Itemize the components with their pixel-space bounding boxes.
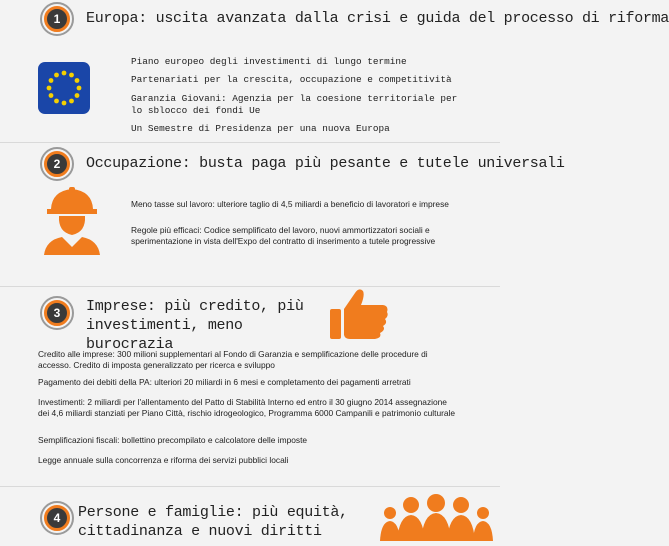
section-3 <box>0 287 500 487</box>
section-2 <box>0 143 565 286</box>
list-item: Piano europeo degli investimenti di lungo termine <box>131 56 407 67</box>
eu-flag-icon <box>38 62 90 114</box>
thumbs-up-icon <box>328 287 390 343</box>
section-number-badge: 1 <box>44 6 70 32</box>
list-item: Garanzia Giovani: Agenzia per la coesione territoriale per lo sblocco dei fondi Ue <box>131 93 458 116</box>
section-title: Occupazione: busta paga più pesante e tutele universali <box>86 155 565 172</box>
list-item: Semplificazioni fiscali: bollettino precompilato e calcolatore delle imposte <box>38 435 308 445</box>
list-item: Regole più efficaci: Codice semplificato del lavoro, nuovi ammortizzatori sociali e sperimentazione in vista dell'Expo del contratto di inserimento a tutele progressive <box>131 225 436 246</box>
people-group-icon <box>378 491 496 541</box>
list-item: Credito alle imprese: 300 milioni supplementari al Fondo di Garanzia e semplificazione delle procedure di accesso. Credito di imposta generalizzato per ricerca e sviluppo <box>38 349 428 370</box>
list-item: Pagamento dei debiti della PA: ulteriori 20 miliardi in 6 mesi e completamento dei pagamenti arretrati <box>38 377 411 387</box>
section-number-badge: 4 <box>44 505 70 531</box>
section-title: Imprese: più credito, più investimenti, meno burocrazia <box>86 298 304 353</box>
list-item: Legge annuale sulla concorrenza e riforma dei servizi pubblici locali <box>38 455 289 465</box>
list-item: Partenariati per la crescita, occupazione e competitività <box>131 74 452 85</box>
list-item: Investimenti: 2 miliardi per l'allentamento del Patto di Stabilità Interno ed entro il 30 giugno 2014 assegnazione dei 4,6 miliardi stanziati per Piano Città, rischio idrogeologico, Programma 6000 Campanili e patrimonio culturale <box>38 397 456 418</box>
list-item: Un Semestre di Presidenza per una nuova Europa <box>131 123 390 134</box>
list-item: Meno tasse sul lavoro: ulteriore taglio di 4,5 miliardi a beneficio di lavoratori e imprese <box>131 199 449 209</box>
section-4 <box>0 487 500 545</box>
section-number-badge: 3 <box>44 300 70 326</box>
section-number-badge: 2 <box>44 151 70 177</box>
worker-helmet-icon <box>42 183 102 255</box>
section-1 <box>0 0 669 148</box>
section-title: Persone e famiglie: più equità, cittadinanza e nuovi diritti <box>78 504 348 540</box>
section-title: Europa: uscita avanzata dalla crisi e guida del processo di riforma <box>86 10 669 27</box>
